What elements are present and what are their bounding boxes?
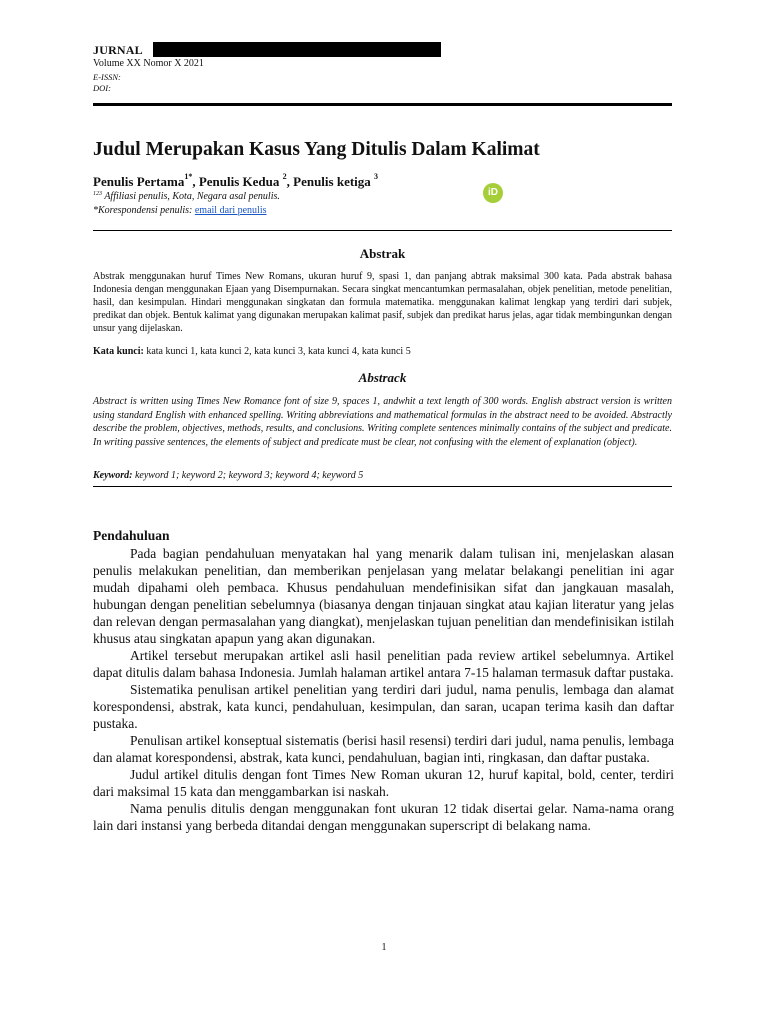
redacted-journal-title (153, 42, 441, 57)
author-second-sup: 2 (282, 172, 287, 181)
author-separator: , (192, 174, 199, 189)
author-first: Penulis Pertama (93, 174, 185, 189)
keywords-en (93, 470, 363, 481)
body-paragraph: Judul artikel ditulis dengan font Times New Roman ukuran 12, huruf kapital, bold, center, terdiri dari maksimal 15 kata dan menggambarkan isi naskah. (93, 767, 674, 799)
journal-name: JURNAL (93, 43, 143, 57)
journal-eissn: E-ISSN: (93, 72, 121, 82)
body-paragraph: Penulisan artikel konseptual sistematis (berisi hasil resensi) terdiri dari judul, nama penulis, lembaga dan alamat korespondensi, abstrak, kata kunci, pendahuluan, bagian inti, ringkasan, dan daftar pustaka. (93, 733, 674, 765)
body-paragraph: Sistematika penulisan artikel penelitian yang terdiri dari judul, nama penulis, lembaga dan alamat korespondensi, abstrak, kata kunci, pendahuluan, kesimpulan, dan saran, ucapan terima kasih dan daftar pustaka. (93, 682, 674, 731)
author-second: Penulis Kedua (198, 174, 283, 189)
body-paragraph: Pada bagian pendahuluan menyatakan hal yang menarik dalam tulisan ini, menjelaskan alasan penulis melakukan penelitian, dan memberikan penjelasan yang melatar belakangi penelitian ini agar mudah dipahami oleh pembaca. Khusus pendahuluan mendefinisikan sifat dan jangkauan masalah, hubungan dengan penelitian sebelumnya (biasanya dengan tinjauan singkat atau kajian literatur yang jelas dan relevan dengan permasalahan yang diangkat), menjelaskan tujuan penelitian dan mendefinisikan istilah khusus atau singkatan apapun yang akan digunakan. (93, 546, 674, 646)
body-paragraph: Nama penulis ditulis dengan menggunakan font ukuran 12 tidak disertai gelar. Nama-nama orang lain dari instansi yang berbeda ditandai dengan menggunakan superscript di belakang nama. (93, 801, 674, 833)
abstract-text-id: Abstrak menggunakan huruf Times New Romans, ukuran huruf 9, spasi 1, dan panjang abtrak maksimal 300 kata. Pada abstrak bahasa Indonesia dengan menggunakan Ejaan yang Disempurnakan. Secara singkat mencantumkan permasalahan, objek penelitian, metode penelitian, hasil, dan kesimpulan. Hindari menggunakan singkatan dan formula matematika. menggunakan kalimat lengkap yang terdiri dari subjek, predikat dan objek. Bentuk kalimat yang digunakan merupakan kalimat pasif, subjek dan predikat harus jelas, agar tidak membingunkan dengan unsur yang dijelaskan. (93, 271, 672, 334)
abstract-top-divider (93, 230, 672, 231)
affiliation-text: Affiliasi penulis, Kota, Negara asal penulis. (102, 191, 280, 202)
journal-doi: DOI: (93, 83, 111, 93)
introduction-body (93, 545, 674, 834)
affiliation-sup: 123 (93, 191, 102, 197)
keywords-values-en: keyword 1; keyword 2; keyword 3; keyword 4; keyword 5 (132, 470, 364, 481)
author-first-sup: 1* (184, 172, 193, 181)
author-third-sup: 3 (374, 172, 379, 181)
orcid-icon[interactable]: iD (483, 183, 503, 203)
section-heading-introduction: Pendahuluan (93, 528, 170, 543)
author-affiliation (93, 191, 280, 202)
author-third: Penulis ketiga (293, 174, 375, 189)
keywords-label-en: Keyword: (93, 470, 133, 481)
correspondence-label: *Korespondensi penulis: (93, 205, 195, 216)
header-divider (93, 103, 672, 106)
journal-volume: Volume XX Nomor X 2021 (93, 58, 204, 69)
page-number: 1 (381, 942, 387, 953)
abstract-heading-id: Abstrak (359, 246, 406, 261)
keywords-values-id: kata kunci 1, kata kunci 2, kata kunci 3, kata kunci 4, kata kunci 5 (143, 346, 411, 357)
author-separator: , (286, 174, 294, 189)
body-paragraph: Artikel tersebut merupakan artikel asli hasil penelitian pada review artikel sebelumnya. Artikel dapat ditulis dalam bahasa Indonesia. Jumlah halaman artikel antara 7-15 halaman termasuk daftar pustaka. (93, 648, 674, 680)
correspondence (93, 205, 267, 216)
article-title: Judul Merupakan Kasus Yang Ditulis Dalam Kalimat (93, 139, 540, 160)
correspondence-email-link[interactable]: email dari penulis (194, 205, 267, 216)
keywords-id (93, 346, 411, 357)
abstract-text-en: Abstract is written using Times New Romance font of size 9, spaces 1, andwhit a text length of 300 words. English abstract version is written using standard English with enhanced spelling. Writing abbreviations and mathematical formulas in the abstract need to be avoided. Abstractly describe the problem, objectives, methods, results, and conclusions. Writing complete sentences minimally contains of the subject and predicate. In writing passive sentences, the elements of subject and predicate must be clear, not confusing with the element of explanation (object). (93, 396, 672, 448)
author-line (93, 174, 378, 190)
abstract-heading-en: Abstrack (358, 370, 407, 385)
abstract-bottom-divider (93, 486, 672, 487)
keywords-label-id: Kata kunci: (93, 346, 144, 357)
